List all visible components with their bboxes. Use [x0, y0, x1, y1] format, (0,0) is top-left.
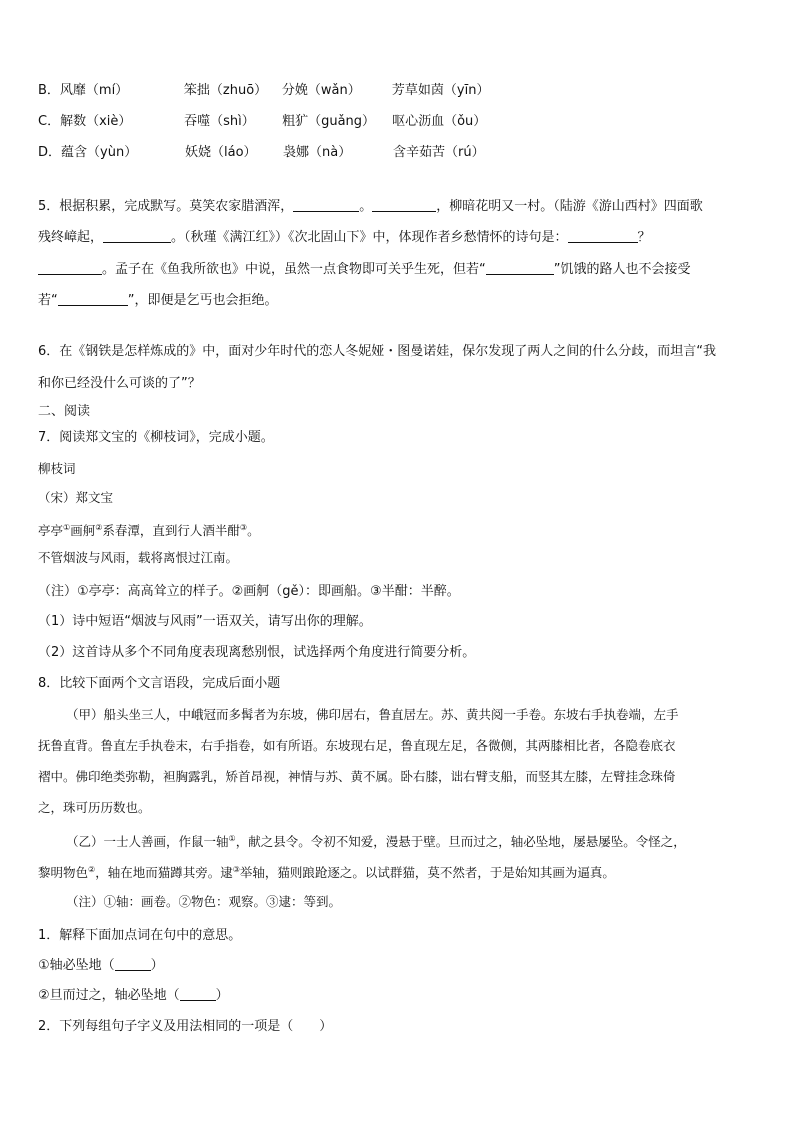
q8-sub-1b	[38, 988, 229, 1004]
fill-blank[interactable]	[486, 262, 554, 275]
option-c-item-1: 解数（xiè）	[60, 114, 132, 129]
poem-author: （宋）郑文宝	[38, 490, 114, 505]
footnote-mark: ①	[63, 523, 71, 532]
option-c-item-2: 吞噬（shì）	[184, 114, 255, 129]
passage-yi-line-2	[38, 862, 615, 881]
q5-text: 。孟子在《鱼我所欲也》中说，虽然一点食物即可关乎生死，但若“	[102, 262, 486, 277]
poem-line-1	[38, 520, 260, 539]
footnote-mark: ③	[232, 865, 240, 874]
q5-line-1	[38, 199, 703, 215]
option-b-label: B．	[38, 83, 60, 98]
passage-text: 举轴，猫则踉跄逐之。以试群猫，莫不然者，于是始知其画为逼真。	[239, 865, 615, 881]
q7-intro: 7．阅读郑文宝的《柳枝词》，完成小题。	[38, 430, 274, 445]
q7-sub-2: （2）这首诗从多个不同角度表现离愁别恨，试选择两个角度进行简要分析。	[38, 645, 476, 660]
fill-blank[interactable]	[568, 230, 638, 243]
poem-text: 。	[247, 523, 260, 539]
q5-text: ”，即便是乞丐也会拒绝。	[127, 293, 278, 308]
q8-sub-1: 1．解释下面加点词在句中的意思。	[38, 928, 242, 943]
passage-jia-line-3: 褶中。佛印绝类弥勒，袒胸露乳，矫首昂视，神情与苏、黄不属。卧右膝，诎右臂支船，而竖其左膝，左臂挂念珠倚	[38, 769, 676, 784]
poem-text: 画舸	[70, 523, 96, 539]
q8-intro: 8．比较下面两个文言语段，完成后面小题	[38, 676, 281, 691]
fill-blank[interactable]	[58, 293, 128, 306]
poem-text: 系春潭，直到行人酒半酣	[102, 523, 240, 539]
q8-text: ②旦而过之，轴必坠地（	[38, 988, 180, 1003]
q5-text: ，柳暗花明又一村。（陆游《游山西村》四面歌	[436, 199, 703, 214]
passage-jia-line-4: 之，珠可历历数也。	[38, 800, 151, 815]
q5-text: 5．根据积累，完成默写。莫笑农家腊酒浑，	[38, 199, 294, 214]
poem-line-2: 不管烟波与风雨，载将离恨过江南。	[38, 550, 239, 565]
option-b-item-4: 芳草如茵（yīn）	[391, 83, 490, 98]
passage-text: 黎明物色	[38, 865, 89, 881]
q5-text: 。（秋瑾《满江红》）《次北固山下》中，体现作者乡愁情怀的诗句是：	[171, 230, 568, 245]
passage-text: ，轴在地而猫蹲其旁。逮	[95, 865, 233, 881]
fill-blank[interactable]	[180, 988, 216, 1001]
fill-blank[interactable]	[115, 958, 151, 971]
footnote-mark: ②	[95, 523, 103, 532]
q5-text: ？	[637, 230, 651, 245]
passage-jia-line-1: （甲）船头坐三人，中峨冠而多髯者为东坡，佛印居右，鲁直居左。苏、黄共阅一手卷。东坡右手执卷端，左手	[66, 707, 679, 722]
option-c-item-3: 粗犷（guǎng）	[282, 114, 376, 129]
poem-note: （注）①亭亭：高高耸立的样子。②画舸（gě）：即画船。③半酣：半醉。	[38, 584, 460, 599]
passage-jia-line-2: 抚鲁直背。鲁直左手执卷末，右手指卷，如有所语。东坡现右足，鲁直现左足，各微侧，其两膝相比者，各隐卷底衣	[38, 738, 676, 753]
passage-text: （乙）一士人善画，作鼠一轴	[66, 834, 229, 850]
option-c	[38, 114, 486, 130]
footnote-mark: ①	[228, 834, 236, 843]
fill-blank[interactable]	[38, 262, 102, 275]
option-d	[38, 145, 485, 161]
q8-text: ）	[150, 958, 164, 973]
poem-title: 柳枝词	[38, 461, 76, 476]
footnote-mark: ②	[88, 865, 96, 874]
option-d-item-4: 含辛茹苦（rú）	[393, 145, 485, 160]
option-c-label: C．	[38, 114, 61, 129]
q5-line-3	[38, 262, 691, 278]
q5-line-4	[38, 293, 278, 309]
fill-blank[interactable]	[293, 199, 359, 212]
q5-text: 残终嶂起，	[38, 230, 104, 245]
option-b	[38, 83, 489, 99]
q8-sub-1a	[38, 958, 164, 974]
q7-sub-1: （1）诗中短语“烟波与风雨”一语双关，请写出你的理解。	[38, 614, 372, 629]
q8-text: ）	[215, 988, 229, 1003]
option-d-item-3: 袅娜（nà）	[283, 145, 352, 160]
option-b-item-2: 笨拙（zhuō）	[183, 83, 268, 98]
q6-line-2: 和你已经没什么可谈的了”？	[38, 376, 201, 391]
fill-blank[interactable]	[103, 230, 171, 243]
section-heading: 二、阅读	[38, 404, 91, 419]
q5-text: 。	[359, 199, 373, 214]
poem-text: 亭亭	[38, 523, 64, 539]
q8-text: ①轴必坠地（	[38, 958, 115, 973]
option-c-item-4: 呕心沥血（ǒu）	[392, 114, 487, 129]
q8-sub-2: 2．下列每组句子字义及用法相同的一项是（ ）	[38, 1019, 333, 1034]
passage-yi-line-1	[66, 831, 686, 850]
option-d-item-2: 妖娆（láo）	[185, 145, 257, 160]
fill-blank[interactable]	[372, 199, 436, 212]
option-b-item-1: 风靡（mí）	[59, 83, 129, 98]
q5-text: ”饥饿的路人也不会接受	[553, 262, 691, 277]
option-d-item-1: 蕴含（yùn）	[61, 145, 138, 160]
q6-line-1: 6．在《钢铁是怎样炼成的》中，面对少年时代的恋人冬妮娅・图曼诺娃，保尔发现了两人之间的什么分歧，而坦言“我	[38, 344, 717, 359]
footnote-mark: ③	[239, 523, 248, 532]
option-d-label: D．	[38, 145, 62, 160]
passage-note: （注）①轴：画卷。②物色：观察。③逮：等到。	[66, 894, 342, 909]
option-b-item-3: 分娩（wǎn）	[281, 83, 361, 98]
q5-text: 若“	[38, 293, 58, 308]
passage-text: ，献之县令。令初不知爱，漫悬于壁。旦而过之，轴必坠地，屡悬屡坠。令怪之，	[235, 834, 686, 850]
q5-line-2	[38, 230, 651, 246]
